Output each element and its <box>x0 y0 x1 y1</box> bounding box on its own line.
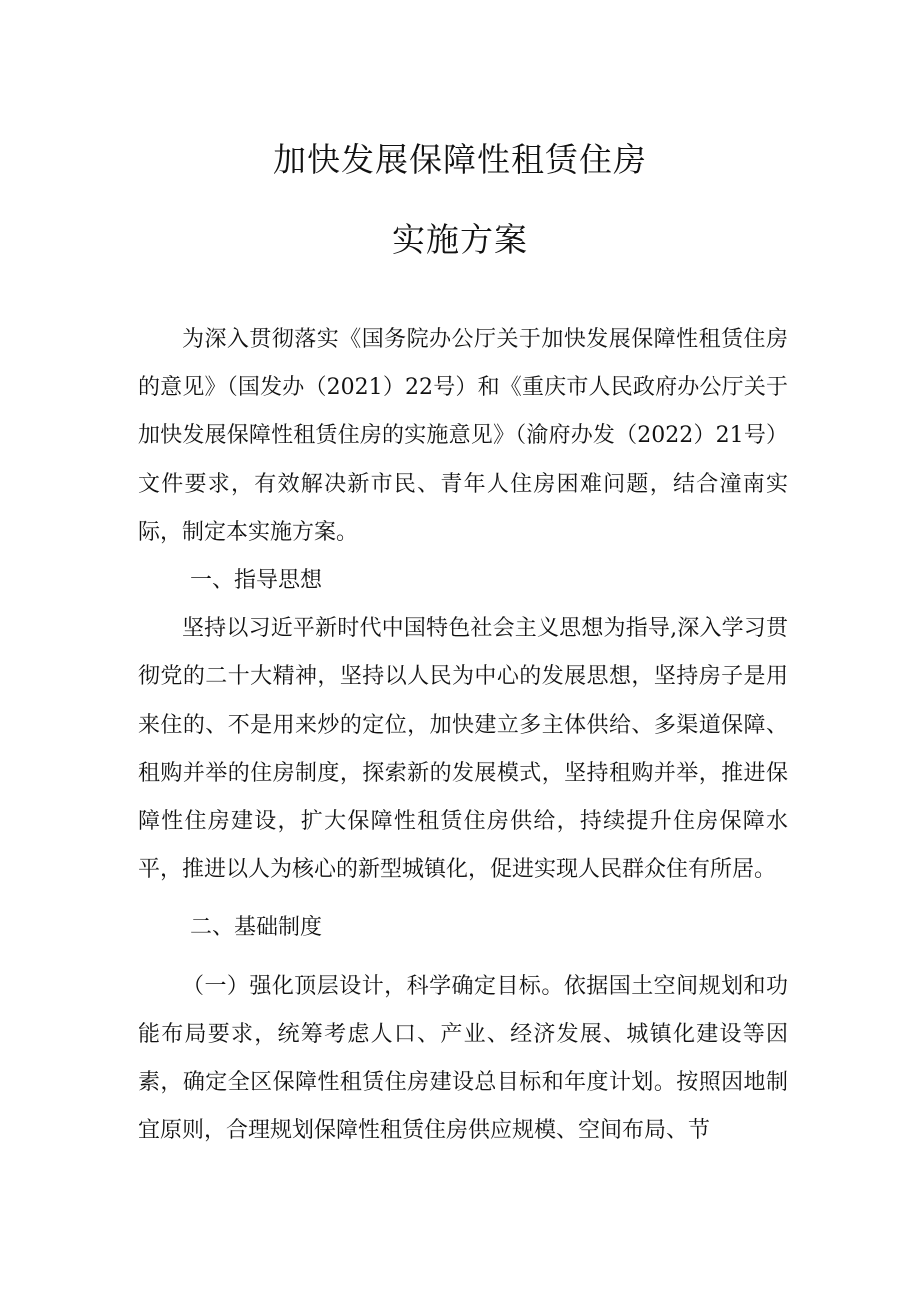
document-body <box>138 316 788 1155</box>
document-title-line2: 实施方案 <box>392 220 528 259</box>
intro-paragraph: 为深入贯彻落实《国务院办公厅关于加快发展保障性租赁住房的意见》（国发办（2021）22号）和《重庆市人民政府办公厅关于加快发展保障性租赁住房的实施意见》（渝府办发（2022）21号）文件要求，有效解决新市民、青年人住房困难问题，结合潼南实际，制定本实施方案。 <box>138 327 788 545</box>
section-heading-guiding-ideology: 一、指导思想 <box>190 568 323 594</box>
guiding-ideology-paragraph: 坚持以习近平新时代中国特色社会主义思想为指导,深入学习贯彻党的二十大精神，坚持以人民为中心的发展思想，坚持房子是用来住的、不是用来炒的定位，加快建立多主体供给、多渠道保障、租购并举的住房制度，探索新的发展模式，坚持租购并举，推进保障性住房建设，扩大保障性租赁住房供给，持续提升住房保障水平，推进以人为核心的新型城镇化，促进实现人民群众住有所居。 <box>138 616 788 883</box>
document-title-line1: 加快发展保障性租赁住房 <box>273 140 647 179</box>
basic-system-item-1-paragraph: （一）强化顶层设计，科学确定目标。依据国土空间规划和功能布局要求，统筹考虑人口、产业、经济发展、城镇化建设等因素，确定全区保障性租赁住房建设总目标和年度计划。按照因地制宜原则，合理规划保障性租赁住房供应规模、空间布局、节 <box>138 973 788 1144</box>
section-heading-basic-system: 二、基础制度 <box>190 915 323 941</box>
